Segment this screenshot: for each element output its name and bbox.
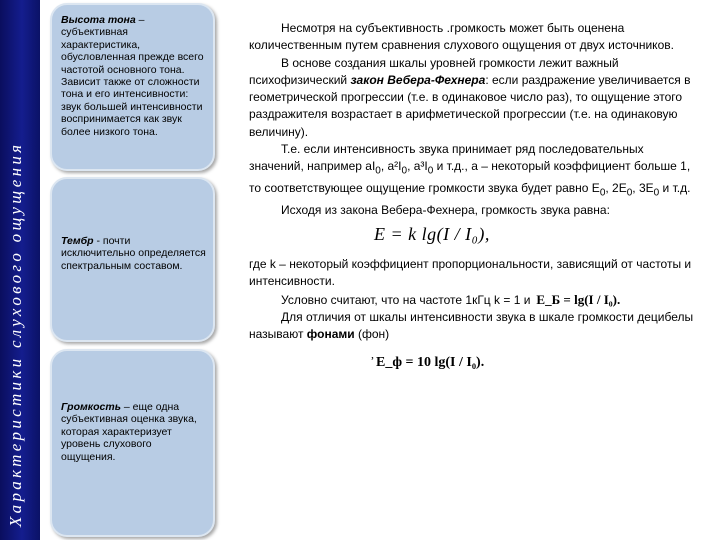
p3-m3: и т.д., а – некоторый коэффициент больше 1, то соответствующее ощущение громкости звука будет равно E (249, 159, 691, 196)
sub-zero: 0 (599, 187, 606, 199)
weber-fechner-law: закон Вебера-Фехнера (350, 72, 486, 87)
paragraph-2 (249, 55, 697, 141)
panel-pitch-text: – субъективная характеристика, обусловленная прежде всего частотой основного тона. Зависит также от сложности тона и его интенсивности: звук большей интенсивности воспринимается как звук более низкого тона. (61, 14, 204, 138)
p3-end: и т.д. (659, 181, 691, 196)
formula-phon-text: E_ф = 10 lg(I / I₀). (376, 354, 485, 370)
formula-loudness: E = k lg(I / I₀), (374, 224, 490, 245)
paragraph-7-start: Для отличия от шкалы интенсивности звука в шкале громкости децибелы называют (249, 309, 694, 342)
formula-bel: E_Б = lg(I / I₀). (536, 291, 621, 307)
p3-m4: , 2E (605, 181, 627, 196)
sub-zero: 0 (653, 187, 660, 199)
panel-loudness-text: – еще одна субъективная оценка звука, которая характеризует уровень слухового ощущения. (61, 401, 197, 463)
p3-m2: , a³I (407, 159, 428, 174)
phons-term: фонами (306, 327, 355, 342)
paragraph-7-end: (фон) (354, 327, 390, 342)
panel-timbre-text: - почти исключительно определяется спектральным составом. (61, 235, 206, 272)
panel-timbre-term: Тембр (61, 235, 94, 247)
panel-loudness (50, 349, 215, 537)
paragraph-3 (249, 141, 697, 202)
paragraph-2-end: : если раздражение увеличивается в геометрической прогрессии (т.е. в одинаковое число раз), то ощущение этого раздражителя возрастает в арифметической прогрессии (т.е. на одинаковую величину). (249, 72, 691, 139)
sidebar-title: Характеристики слухового ощущения (6, 141, 25, 527)
formula-phon (371, 346, 697, 376)
sub-zero: 0 (375, 165, 381, 177)
main-text (249, 20, 697, 376)
paragraph-5: где k – некоторый коэффициент пропорциональности, зависящий от частоты и интенсивности. (249, 257, 692, 289)
panel-timbre (50, 177, 215, 342)
paragraph-4: Исходя из закона Вебера-Фехнера, громкость звука равна: (281, 202, 610, 217)
p3-m1: , a²I (380, 159, 402, 174)
paragraph-7 (249, 309, 697, 344)
paragraph-6-text: Условно считают, что на частоте 1кГц k = 1 и (281, 292, 531, 307)
sidebar-band (0, 0, 40, 540)
sub-zero: 0 (626, 187, 633, 199)
sub-zero: 0 (401, 165, 408, 177)
formula-comma: , (371, 346, 374, 361)
paragraph-6 (249, 291, 697, 309)
paragraph-1: Несмотря на субъективность .громкость может быть оценена количественным путем сравнения слухового ощущения от двух источников. (249, 21, 674, 53)
paragraph-2-start: В основе создания шкалы уровней громкости лежит важный психофизический (249, 55, 619, 87)
panel-pitch (50, 3, 215, 171)
sub-zero: 0 (427, 165, 434, 177)
p3-m5: , 3E (632, 181, 654, 196)
panel-loudness-term: Громкость (61, 401, 121, 413)
p3-start: Т.е. если интенсивность звука принимает ряд последовательных значений, например aI (249, 142, 644, 174)
panel-pitch-term: Высота тона (61, 14, 136, 26)
